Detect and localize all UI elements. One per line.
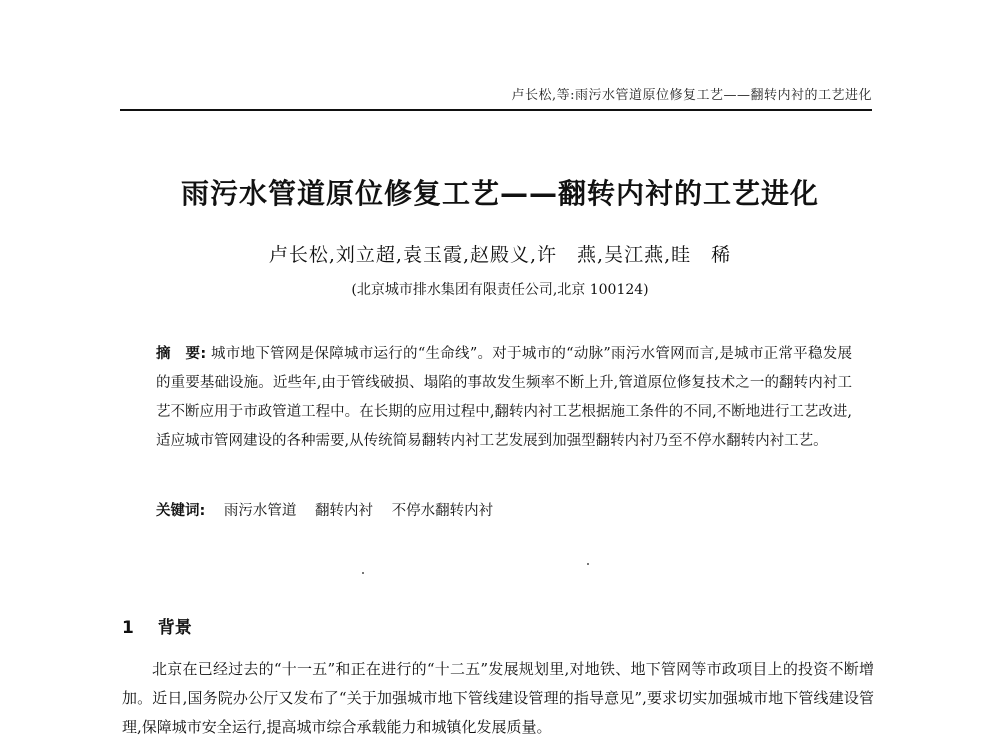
section-number: 1 [122,618,134,638]
keyword-item: 不停水翻转内衬 [391,503,494,519]
affiliation: (北京城市排水集团有限责任公司,北京 100124) [351,282,649,298]
keyword-item: 翻转内衬 [315,503,374,519]
keywords [156,499,852,520]
scan-speck [587,563,589,565]
keyword-item: 雨污水管道 [223,503,297,519]
author-list: 卢长松,刘立超,袁玉霞,赵殿义,许 燕,吴江燕,眭 稀 [268,244,732,266]
scan-speck [362,572,364,574]
running-header: 卢长松,等:雨污水管道原位修复工艺——翻转内衬的工艺进化 [511,88,872,103]
keywords-label: 关键词: [156,503,206,519]
section-heading [122,613,192,638]
header-rule [120,109,872,111]
paper-title: 雨污水管道原位修复工艺——翻转内衬的工艺进化 [180,177,819,210]
abstract-text: 城市地下管网是保障城市运行的“生命线”。对于城市的“动脉”雨污水管网而言,是城市正常平稳发展的重要基础设施。近些年,由于管线破损、塌陷的事故发生频率不断上升,管道原位修复技术之一的翻转内衬工艺不断应用于市政管道工程中。在长期的应用过程中,翻转内衬工艺根据施工条件的不同,不断地进行工艺改进,适应城市管网建设的各种需要,从传统简易翻转内衬工艺发展到加强型翻转内衬乃至不停水翻转内衬工艺。 [156,346,852,449]
body-paragraph: 北京在已经过去的“十一五”和正在进行的“十二五”发展规划里,对地铁、地下管网等市政项目上的投资不断增加。近日,国务院办公厅又发布了“关于加强城市地下管线建设管理的指导意见”,要求切实加强城市地下管线建设管理,保障城市安全运行,提高城市综合承载能力和城镇化发展质量。 [122,660,874,735]
abstract [156,340,852,456]
abstract-label: 摘 要: [156,346,207,362]
section-title: 背景 [157,618,192,638]
